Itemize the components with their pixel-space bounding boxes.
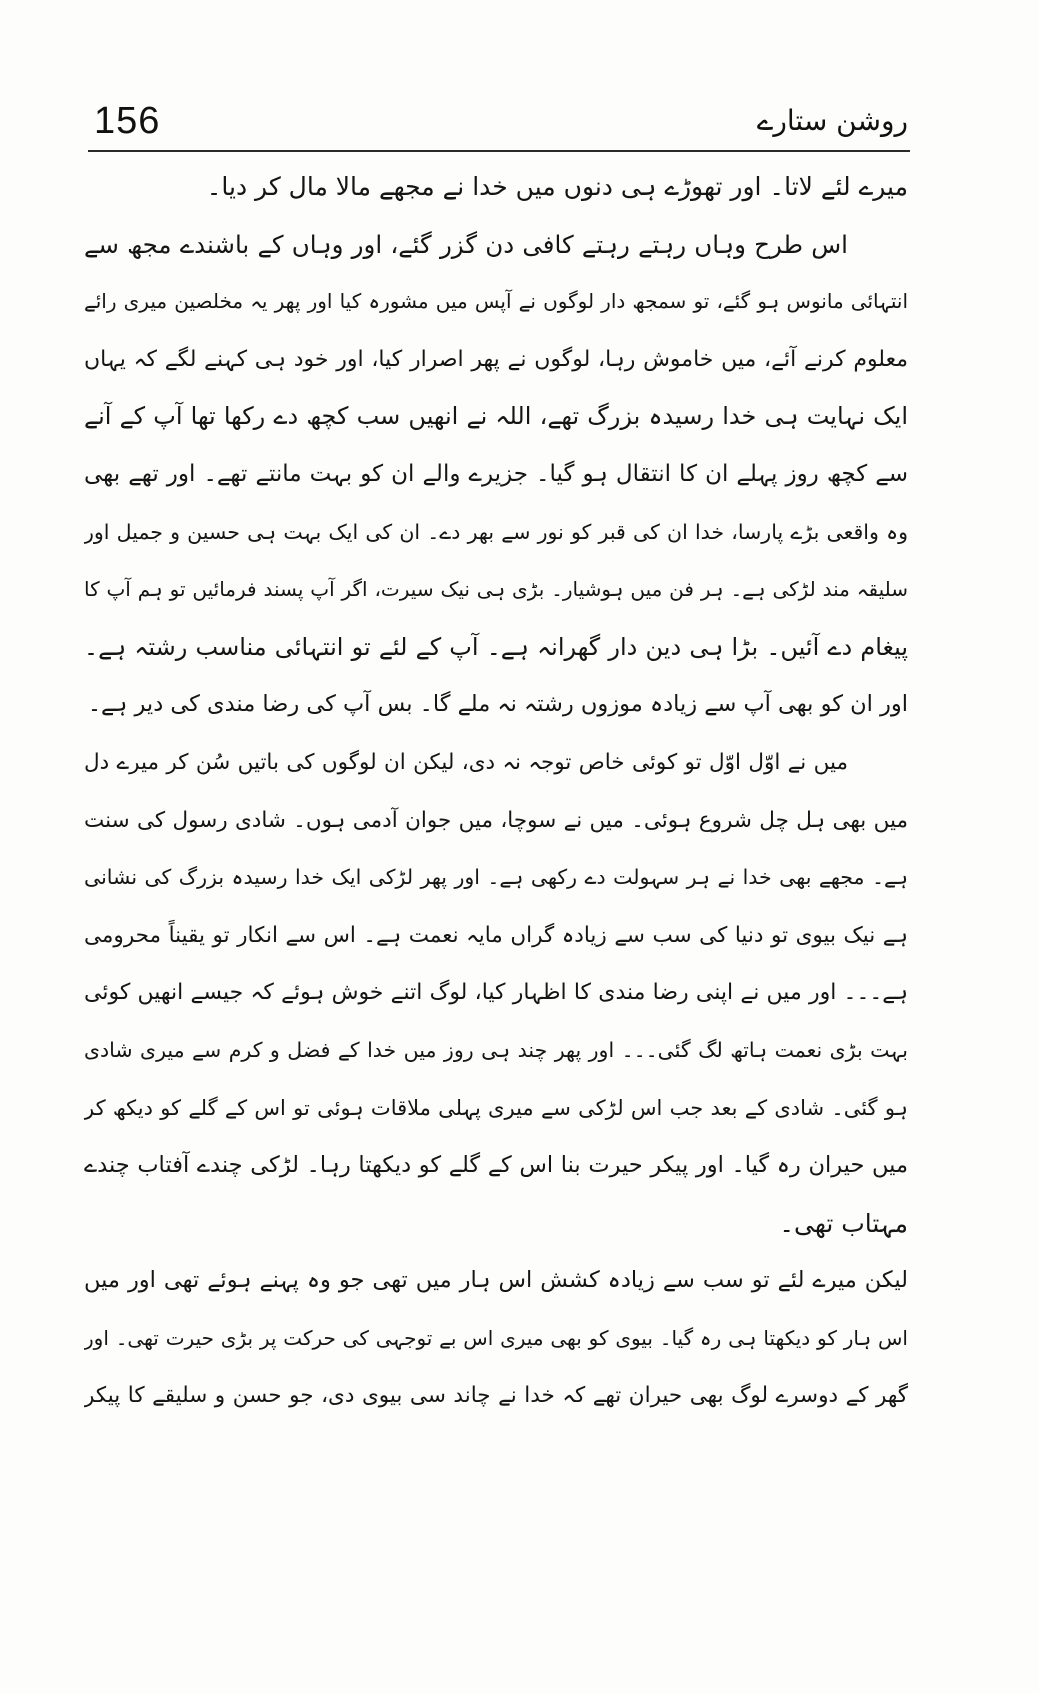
text-line: لیکن میرے لئے تو سب سے زیادہ کشش اس ہار میں تھی جو وہ پہنے ہوئے تھی اور میں bbox=[84, 1267, 908, 1294]
text-line: ہو گئی۔ شادی کے بعد جب اس لڑکی سے میری پہلی ملاقات ہوئی تو اس کے گلے کو دیکھ کر bbox=[84, 1095, 908, 1120]
text-line: معلوم کرنے آئے، میں خاموش رہا، لوگوں نے پھر اصرار کیا، اور خود ہی کہنے لگے کہ یہاں bbox=[84, 346, 908, 372]
text-line: سلیقہ مند لڑکی ہے۔ ہر فن میں ہوشیار۔ بڑی ہی نیک سیرت، اگر آپ پسند فرمائیں تو ہم آپ کا bbox=[84, 577, 908, 602]
text-line: اس طرح وہاں رہتے رہتے کافی دن گزر گئے، اور وہاں کے باشندے مجھ سے bbox=[84, 229, 848, 259]
text-line: انتہائی مانوس ہو گئے، تو سمجھ دار لوگوں نے آپس میں مشورہ کیا اور پھر یہ مخلصین میری رائے bbox=[84, 289, 908, 314]
header-divider bbox=[88, 150, 910, 152]
text-line: مہتاب تھی۔ bbox=[779, 1208, 908, 1238]
text-line: ہے۔ مجھے بھی خدا نے ہر سہولت دے رکھی ہے۔ اور پھر لڑکی ایک خدا رسیدہ بزرگ کی نشانی bbox=[84, 865, 908, 890]
text-line: اس ہار کو دیکھتا ہی رہ گیا۔ بیوی کو بھی میری اس بے توجہی کی حرکت پر بڑی حیرت تھی۔ اور bbox=[84, 1325, 908, 1350]
text-line: سے کچھ روز پہلے ان کا انتقال ہو گیا۔ جزیرے والے ان کو بہت مانتے تھے۔ اور تھے بھی bbox=[84, 460, 908, 487]
text-line: میں حیران رہ گیا۔ اور پیکر حیرت بنا اس کے گلے کو دیکھتا رہا۔ لڑکی چندے آفتاب چندے bbox=[84, 1152, 908, 1179]
page-body-text bbox=[84, 158, 908, 1425]
text-line: پیغام دے آئیں۔ بڑا ہی دین دار گھرانہ ہے۔ آپ کے لئے تو انتہائی مناسب رشتہ ہے۔ bbox=[84, 632, 908, 661]
text-line: اور ان کو بھی آپ سے زیادہ موزوں رشتہ نہ ملے گا۔ بس آپ کی رضا مندی کی دیر ہے۔ bbox=[87, 691, 908, 718]
page-number: 156 bbox=[94, 100, 161, 142]
text-line: ایک نہایت ہی خدا رسیدہ بزرگ تھے، اللہ نے انھیں سب کچھ دے رکھا تھا آپ کے آنے bbox=[84, 402, 908, 431]
text-line: وہ واقعی بڑے پارسا، خدا ان کی قبر کو نور سے بھر دے۔ ان کی ایک بہت ہی حسین و جمیل اور bbox=[84, 519, 908, 544]
text-line: میں نے اوّل اوّل تو کوئی خاص توجہ نہ دی، لیکن ان لوگوں کی باتیں سُن کر میرے دل bbox=[84, 749, 848, 775]
page-header bbox=[88, 100, 908, 150]
text-line: ہے نیک بیوی تو دنیا کی سب سے زیادہ گراں مایہ نعمت ہے۔ اس سے انکار تو یقیناً محرومی bbox=[84, 922, 908, 948]
text-line: گھر کے دوسرے لوگ بھی حیران تھے کہ خدا نے چاند سی بیوی دی، جو حسن و سلیقے کا پیکر bbox=[84, 1383, 908, 1409]
book-title: روشن ستارے bbox=[756, 104, 908, 137]
text-line: بہت بڑی نعمت ہاتھ لگ گئی۔۔۔ اور پھر چند ہی روز میں خدا کے فضل و کرم سے میری شادی bbox=[84, 1037, 908, 1062]
text-line: ہے۔۔۔ اور میں نے اپنی رضا مندی کا اظہار کیا، لوگ اتنے خوش ہوئے کہ جیسے انھیں کوئی bbox=[84, 980, 908, 1006]
text-line: میرے لئے لاتا۔ اور تھوڑے ہی دنوں میں خدا نے مجھے مالا مال کر دیا۔ bbox=[206, 172, 908, 201]
text-line: میں بھی ہل چل شروع ہوئی۔ میں نے سوچا، میں جوان آدمی ہوں۔ شادی رسول کی سنت bbox=[84, 807, 908, 833]
